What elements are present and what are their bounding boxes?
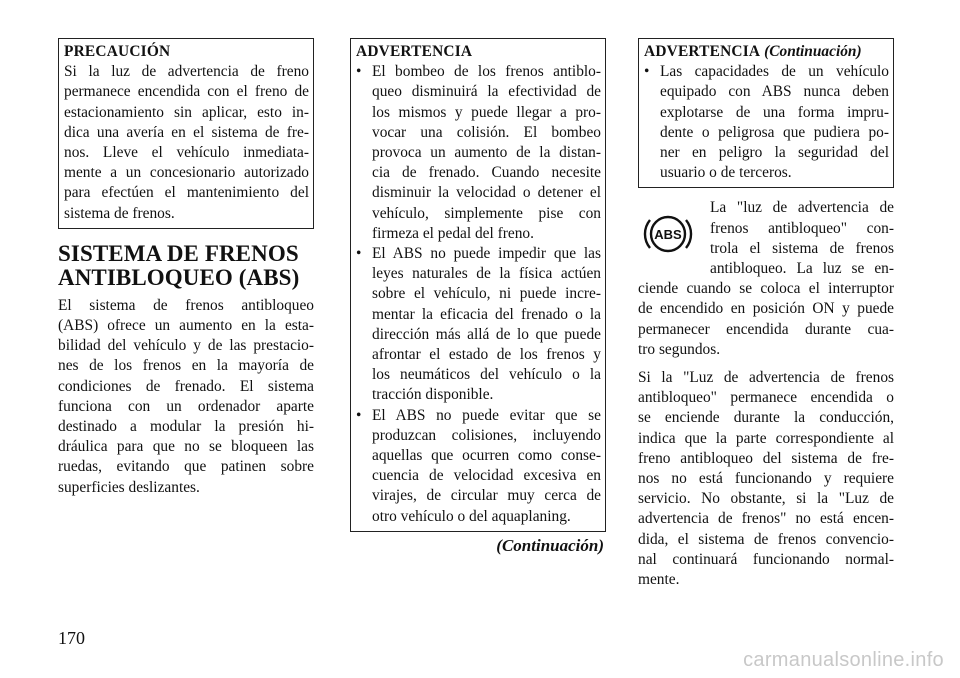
abs-light-description <box>638 198 894 279</box>
text-line: usuario o de terceros. <box>660 164 792 182</box>
text-line: (ABS) ofrece un aumento en la esta- <box>58 317 314 335</box>
text-line: ruedas, evitando que patinen sobre <box>58 458 314 476</box>
section-body <box>58 296 314 498</box>
text-line: otro vehículo o del aquaplaning. <box>372 507 571 525</box>
text-line: tracción disponible. <box>372 386 494 404</box>
text-line: cuencia de velocidad excesiva en <box>372 467 601 485</box>
text-line: explotarse de una forma impru- <box>660 103 889 121</box>
middle-column <box>350 38 606 557</box>
text-line: queo disminuirá la efectividad de <box>372 83 601 101</box>
text-line: dica una avería en el sistema de fre- <box>64 123 309 141</box>
text-line: • El bombeo de los frenos antiblo- <box>372 63 601 81</box>
text-line: aquellas que ocurren como conse- <box>372 447 601 465</box>
text-line: destinado a modular la presión hi- <box>58 418 314 436</box>
watermark: carmanualsonline.info <box>743 649 944 671</box>
text-line: Si la "Luz de advertencia de frenos <box>638 369 894 387</box>
text-line: antibloqueo. La luz se en- <box>710 260 894 278</box>
text-line: tro segundos. <box>638 340 721 358</box>
text-line: los neumáticos del vehículo o la <box>372 366 601 384</box>
text-line: advertencia de frenos" no está encen- <box>638 510 894 528</box>
text-line: dente o peligrosa que pudiera po- <box>660 123 889 141</box>
text-line: equipado con ABS nunca deben <box>660 83 889 101</box>
text-line: estacionamiento sin aplicar, esto in- <box>64 103 309 121</box>
section-heading <box>58 242 314 290</box>
text-line: Si la luz de advertencia de freno <box>64 63 309 81</box>
section-heading-line: ANTIBLOQUEO (ABS) <box>58 264 300 290</box>
text-line: sistema de frenos. <box>64 204 175 222</box>
text-line: permanecer encendida durante cua- <box>638 320 894 338</box>
text-line: • El ABS no puede impedir que las <box>372 245 601 263</box>
text-line: nos no está funcionando y requiere <box>638 470 894 488</box>
caution-title: PRECAUCIÓN <box>64 43 171 60</box>
warning-title: ADVERTENCIA <box>356 43 473 60</box>
text-line: frenos antibloqueo" con- <box>710 219 894 237</box>
text-line: dida, el sistema de frenos convencio- <box>638 530 894 548</box>
abs-warning-light-icon <box>642 208 694 260</box>
text-line: ciende cuando se coloca el interruptor <box>638 280 894 298</box>
text-line: disminuir la velocidad o detener el <box>372 184 601 202</box>
text-line: firmeza el pedal del freno. <box>372 224 534 242</box>
text-line: indica que la parte correspondiente al <box>638 429 894 447</box>
warning-box <box>350 38 606 532</box>
abs-light-text <box>638 279 894 360</box>
text-line: nal continuará funcionando normal- <box>638 550 894 568</box>
text-line: vocar una colisión. El bombeo <box>372 123 601 141</box>
text-line: leyes naturales de la física actúen <box>372 265 601 283</box>
text-line: antibloqueo" permanece encendida o <box>638 389 894 407</box>
text-line: provoca un aumento de la distan- <box>372 144 601 162</box>
warning-bullet-item <box>356 406 601 527</box>
text-line: El sistema de frenos antibloqueo <box>58 296 314 314</box>
section-heading-line: SISTEMA DE FRENOS <box>58 240 299 266</box>
text-line: • Las capacidades de un vehículo <box>660 63 889 81</box>
text-line: produzcan colisiones, incluyendo <box>372 426 601 444</box>
abs-icon-text: ABS <box>654 227 682 243</box>
text-line: funciona con un ordenador aparte <box>58 397 314 415</box>
text-line: de encendido en posición ON y puede <box>638 300 894 318</box>
text-line: dirección más allá de lo que puede <box>372 325 601 343</box>
left-column <box>58 38 314 498</box>
text-line: dráulica para que no se bloqueen las <box>58 438 314 456</box>
text-line: para efectúen el mantenimiento del <box>64 184 309 202</box>
warning-continued-suffix: (Continuación) <box>764 43 862 60</box>
text-line: ner en peligro la seguridad del <box>660 144 889 162</box>
right-column <box>638 38 894 590</box>
caution-text <box>64 62 309 224</box>
warning-bullet-item <box>644 62 889 183</box>
text-line: trola el sistema de frenos <box>710 239 894 257</box>
text-line: afrontar el estado de los frenos y <box>372 346 601 364</box>
text-line: bilidad del vehículo y de las prestacio- <box>58 337 314 355</box>
text-line: virajes, de circular muy cerca de <box>372 487 601 505</box>
text-line: condiciones de frenado. El sistema <box>58 377 314 395</box>
warning-continued-list <box>644 62 889 183</box>
text-line: vehículo, simplemente pise con <box>372 204 601 222</box>
text-line: mentar la eficacia del frenado o la <box>372 305 601 323</box>
caution-box <box>58 38 314 229</box>
warning-continued-title: ADVERTENCIA <box>644 43 761 60</box>
text-line: permanece encendida con el freno de <box>64 83 309 101</box>
continuation-label: (Continuación) <box>496 535 604 555</box>
page-number: 170 <box>58 628 85 648</box>
text-line: • El ABS no puede evitar que se <box>372 406 601 424</box>
text-line: superficies deslizantes. <box>58 478 200 496</box>
text-line: La "luz de advertencia de <box>710 199 894 217</box>
text-line: mente a un concesionario autorizado <box>64 164 309 182</box>
text-line: nos. Lleve el vehículo inmediata- <box>64 144 309 162</box>
text-line: mente. <box>638 571 680 589</box>
warning-bullet-item <box>356 62 601 244</box>
abs-paragraph <box>638 368 894 590</box>
warning-list <box>356 62 601 527</box>
abs-light-side-text <box>710 198 894 279</box>
warning-continued-heading <box>644 42 889 62</box>
text-line: sobre el vehículo, ni puede incre- <box>372 285 601 303</box>
text-line: freno antibloqueo del sistema de fre- <box>638 449 894 467</box>
text-line: nes de los frenos en la mayoría de <box>58 357 314 375</box>
text-line: se enciende durante la conducción, <box>638 409 894 427</box>
warning-continued-box <box>638 38 894 188</box>
text-line: los mismos y puede llegar a pro- <box>372 103 601 121</box>
warning-bullet-item <box>356 244 601 406</box>
text-line: servicio. No obstante, si la "Luz de <box>638 490 894 508</box>
text-line: cia de frenado. Cuando necesite <box>372 164 601 182</box>
